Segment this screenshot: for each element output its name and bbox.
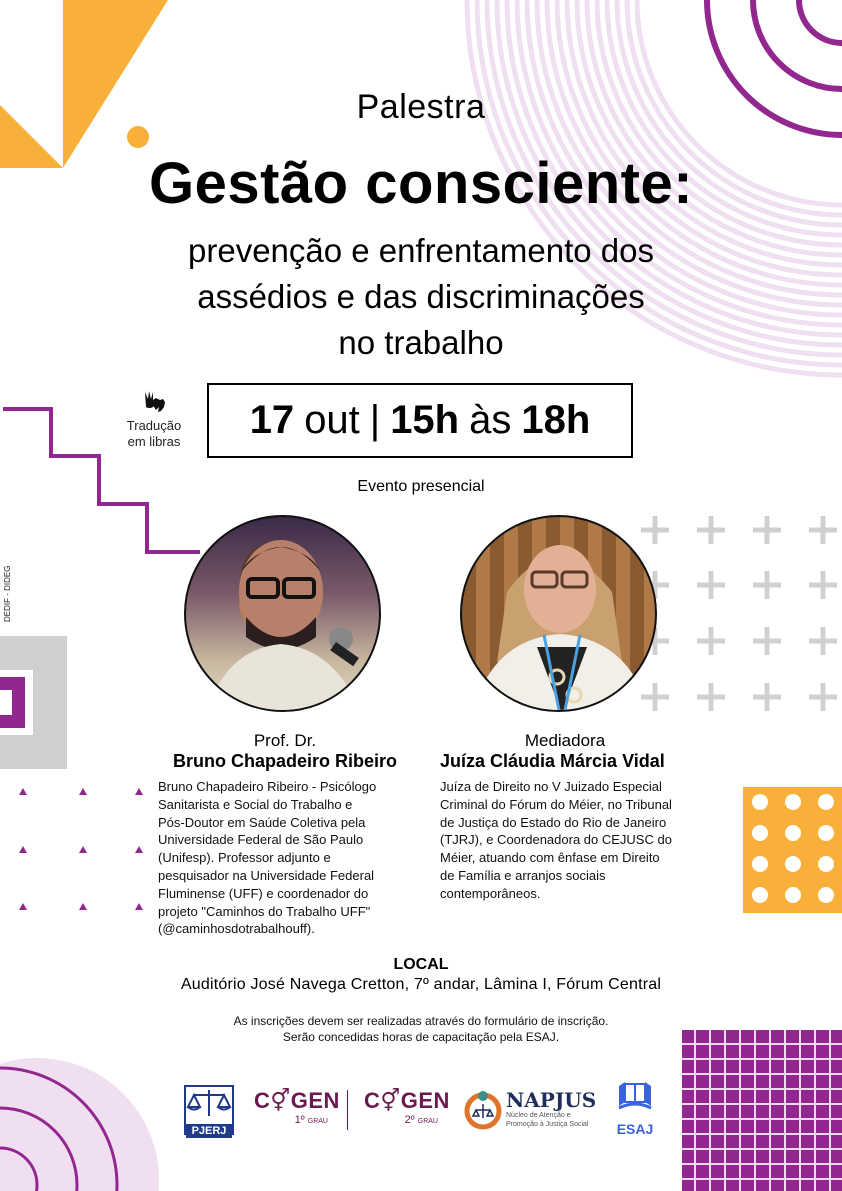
- napjus-emblem-icon: [464, 1090, 502, 1130]
- libras-label-line1: Tradução: [126, 418, 182, 433]
- start-time: 15h: [390, 398, 460, 442]
- note-line: As inscrições devem ser realizadas através do formulário de inscrição.: [233, 1014, 609, 1028]
- esaj-label: ESAJ: [616, 1121, 654, 1137]
- gender-symbol-icon: ⚥: [270, 1088, 291, 1113]
- pjerj-label: PJERJ: [186, 1124, 232, 1138]
- time-connector: às: [469, 398, 512, 442]
- bio-line: (Unifesp). Professor adjunto e: [158, 850, 331, 866]
- logo-cogen-1: [254, 1088, 340, 1126]
- cogen-prefix: C: [254, 1088, 271, 1113]
- cogen-grade: 1º: [294, 1114, 305, 1126]
- cogen-grade: 2º: [404, 1114, 415, 1126]
- speaker-photo-bruno: [184, 515, 381, 712]
- location-address: Auditório José Navega Cretton, 7º andar, Lâmina I, Fórum Central: [180, 976, 662, 993]
- speaker-card-claudia: [430, 731, 710, 903]
- subtitle-line: no trabalho: [338, 324, 504, 361]
- speaker-photo-claudia: [460, 515, 657, 712]
- speaker-role: Prof. Dr.: [253, 731, 317, 750]
- logo-esaj: [612, 1080, 658, 1136]
- registration-notes: [0, 1013, 842, 1045]
- bio-line: (@caminhosdotrabalhouff).: [158, 921, 315, 937]
- gender-symbol-icon: ⚥: [380, 1088, 401, 1113]
- bio-line: de Justiça do Estado do Rio de Janeiro: [440, 814, 667, 830]
- logo-napjus: [464, 1088, 604, 1132]
- orange-triangle-large: [63, 0, 168, 168]
- esaj-book-emblem-icon: [615, 1080, 655, 1116]
- napjus-tagline-1: Núcleo de Atenção e: [506, 1112, 571, 1119]
- bio-line: Criminal do Fórum do Méier, no Tribunal: [440, 796, 672, 812]
- event-month: out: [304, 398, 360, 442]
- logo-cogen-2: [364, 1088, 450, 1126]
- bio-line: Méier, atuando com ênfase em Direito: [440, 850, 660, 866]
- cogen-suffix: GEN: [290, 1088, 340, 1113]
- mediator-bio: [430, 778, 710, 903]
- bio-line: Pós-Doutor em Saúde Coletiva pela: [158, 814, 366, 830]
- purple-triangle-grid: [19, 788, 143, 910]
- speaker-bio: [150, 778, 420, 938]
- event-modality: Evento presencial: [357, 478, 485, 495]
- mediator-role: Mediadora: [524, 731, 606, 750]
- bio-line: Bruno Chapadeiro Ribeiro - Psicólogo: [158, 779, 377, 794]
- speaker-card-bruno: [150, 731, 420, 938]
- logo-divider: [347, 1090, 348, 1130]
- purple-square-grid: [682, 1030, 842, 1191]
- cogen-suffix: GEN: [400, 1088, 450, 1113]
- bio-line: contemporâneos.: [440, 885, 541, 901]
- bio-line: de Família e arranjos sociais: [440, 867, 606, 883]
- design-credit: DEDIF - DIDEG: [3, 565, 12, 622]
- event-title: Gestão consciente:: [148, 151, 694, 216]
- end-time: 18h: [521, 398, 591, 442]
- event-type: Palestra: [356, 88, 486, 126]
- bio-line: Fluminense (UFF) e coordenador do: [158, 885, 369, 901]
- libras-label-line2: em libras: [127, 434, 181, 449]
- gray-plus-grid: [641, 516, 837, 711]
- date-time-box: [207, 383, 633, 458]
- subtitle-line: assédios e das discriminações: [197, 278, 645, 315]
- mediator-name: Juíza Cláudia Márcia Vidal: [440, 751, 665, 771]
- location-label: LOCAL: [393, 956, 449, 973]
- libras-badge: [118, 388, 190, 450]
- event-day: 17: [249, 398, 295, 442]
- event-subtitle: [0, 228, 842, 366]
- cogen-grade-label: GRAU: [307, 1118, 328, 1125]
- logo-pjerj: [184, 1085, 234, 1135]
- pink-circle-bottom-left: [0, 1058, 159, 1191]
- orange-dot: [127, 126, 149, 148]
- speaker-name: Bruno Chapadeiro Ribeiro: [172, 751, 397, 771]
- person-silhouette-icon: [462, 517, 657, 712]
- bio-line: Sanitarista e Social do Trabalho e: [158, 796, 353, 812]
- napjus-name: NAPJUS: [506, 1088, 597, 1112]
- cogen-prefix: C: [364, 1088, 381, 1113]
- subtitle-line: prevenção e enfrentamento dos: [188, 232, 654, 269]
- cogen-grade-label: GRAU: [417, 1118, 438, 1125]
- napjus-tagline-2: Promoção à Justiça Social: [506, 1121, 589, 1128]
- bio-line: (TJRJ), e Coordenadora do CEJUSC do: [440, 832, 672, 848]
- person-silhouette-icon: [186, 517, 381, 712]
- bio-line: Juíza de Direito no V Juizado Especial: [440, 779, 662, 794]
- sign-language-hands-icon: [139, 388, 169, 418]
- date-separator: |: [369, 398, 381, 442]
- bio-line: projeto "Caminhos do Trabalho UFF": [158, 903, 371, 919]
- bio-line: pesquisador na Universidade Federal: [158, 867, 375, 883]
- scales-of-justice-icon: [186, 1087, 232, 1119]
- note-line: Serão concedidas horas de capacitação pela ESAJ.: [282, 1030, 560, 1044]
- bio-line: Universidade Federal de São Paulo: [158, 832, 364, 848]
